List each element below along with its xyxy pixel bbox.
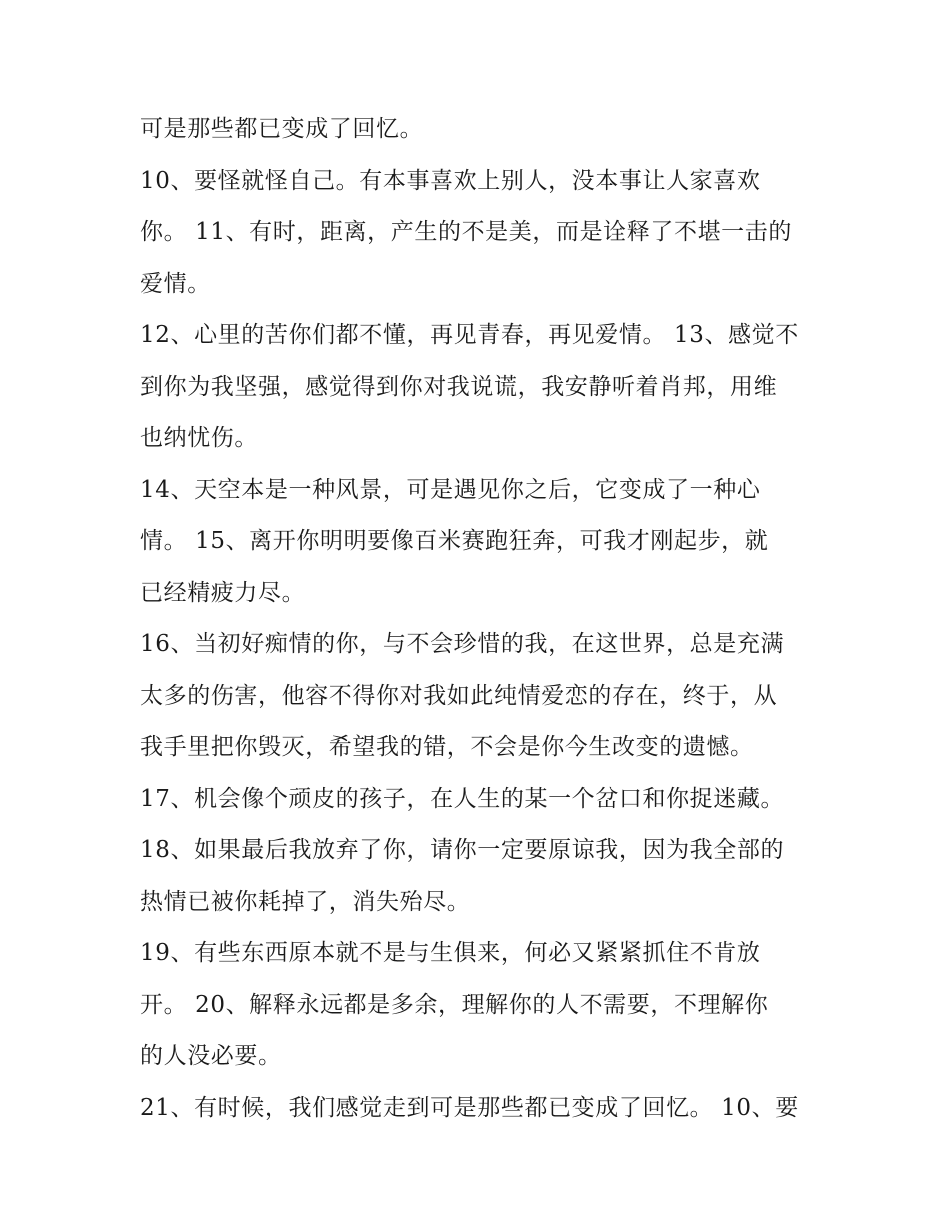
text-line: 19、有些东西原本就不是与生俱来，何必又紧紧抓住不肯放 [140, 940, 761, 966]
text-line: 也纳忧伤。 [140, 425, 258, 451]
text-line: 的人没必要。 [140, 1043, 282, 1069]
text-line: 17、机会像个顽皮的孩子，在人生的某一个岔口和你捉迷藏。 [140, 785, 785, 812]
text-line: 16、当初好痴情的你，与不会珍惜的我，在这世界，总是充满 [140, 631, 785, 657]
text-line: 14、天空本是一种风景，可是遇见你之后，它变成了一种心 [140, 476, 761, 503]
text-line: 你。 11、有时，距离，产生的不是美，而是诠释了不堪一击的 [140, 219, 792, 245]
text-line: 爱情。 [140, 270, 211, 297]
text-line: 12、心里的苦你们都不懂，再见青春，再见爱情。 13、感觉不 [140, 322, 799, 348]
text-line: 太多的伤害，他容不得你对我如此纯情爱恋的存在，终于，从 [140, 682, 778, 709]
text-line: 10、要怪就怪自己。有本事喜欢上别人，没本事让人家喜欢 [140, 167, 761, 194]
text-line: 18、如果最后我放弃了你，请你一定要原谅我，因为我全部的 [140, 837, 785, 863]
text-line: 21、有时候，我们感觉走到可是那些都已变成了回忆。 10、要 [140, 1094, 799, 1121]
document-body [140, 104, 830, 1134]
text-line: 可是那些都已变成了回忆。 [140, 116, 424, 142]
text-line: 情。 15、离开你明明要像百米赛跑狂奔，可我才刚起步，就 [140, 528, 769, 554]
text-line: 已经精疲力尽。 [140, 579, 306, 606]
text-line: 我手里把你毁灭，希望我的错，不会是你今生改变的遗憾。 [140, 734, 754, 760]
text-line: 开。 20、解释永远都是多余，理解你的人不需要，不理解你 [140, 991, 769, 1018]
text-line: 到你为我坚强，感觉得到你对我说谎，我安静听着肖邦，用维 [140, 373, 778, 400]
text-line: 热情已被你耗掉了，消失殆尽。 [140, 888, 471, 915]
